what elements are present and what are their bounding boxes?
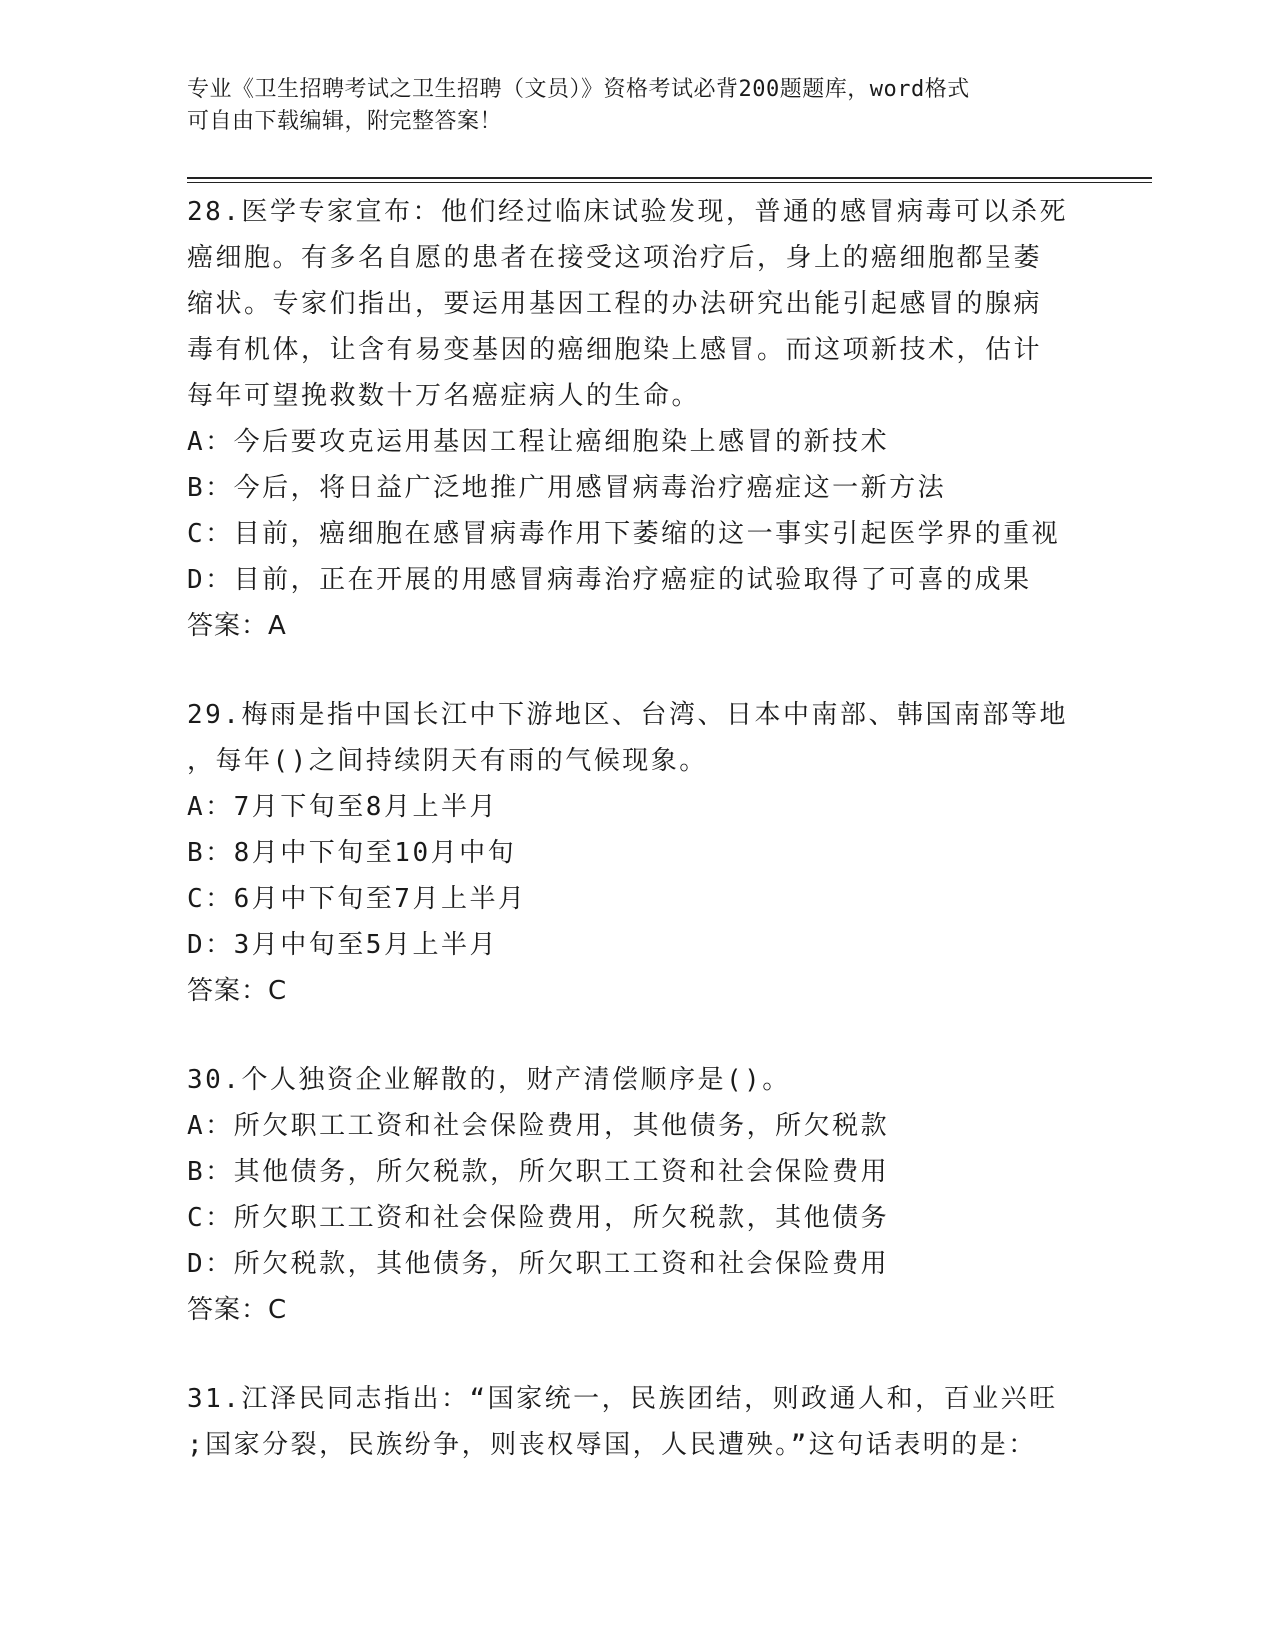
question-stem-line: 毒有机体，让含有易变基因的癌细胞染上感冒。而这项新技术，估计 [187, 335, 1043, 365]
option-b: B：今后，将日益广泛地推广用感冒病毒治疗癌症这一新方法 [187, 473, 947, 503]
question-spacer [187, 1333, 1087, 1376]
question-stem-line: 每年可望挽救数十万名癌症病人的生命。 [187, 381, 701, 411]
question-stem-line: 癌细胞。有多名自愿的患者在接受这项治疗后，身上的癌细胞都呈萎 [187, 243, 1043, 273]
option-d: D：所欠税款，其他债务，所欠职工工资和社会保险费用 [187, 1249, 890, 1279]
question-stem-line: 29.梅雨是指中国长江中下游地区、台湾、日本中南部、韩国南部等地 [187, 700, 1068, 730]
option-d: D：3月中旬至5月上半月 [187, 930, 498, 960]
answer-line: 答案：C [187, 1295, 288, 1325]
question-31 [187, 1376, 1087, 1468]
document-header [187, 74, 1087, 138]
question-stem-line: 缩状。专家们指出，要运用基因工程的办法研究出能引起感冒的腺病 [187, 289, 1043, 319]
question-spacer [187, 649, 1087, 692]
option-c: C：目前，癌细胞在感冒病毒作用下萎缩的这一事实引起医学界的重视 [187, 519, 1061, 549]
option-d: D：目前，正在开展的用感冒病毒治疗癌症的试验取得了可喜的成果 [187, 565, 1032, 595]
option-a: A：所欠职工工资和社会保险费用，其他债务，所欠税款 [187, 1111, 890, 1141]
question-stem-line: 31.江泽民同志指出：“国家统一，民族团结，则政通人和，百业兴旺 [187, 1384, 1058, 1414]
question-stem-line: ;国家分裂，民族纷争，则丧权辱国，人民遭殃。”这句话表明的是： [187, 1430, 1037, 1460]
option-a: A：7月下旬至8月上半月 [187, 792, 498, 822]
question-stem-line: ，每年()之间持续阴天有雨的气候现象。 [187, 746, 708, 776]
option-c: C：所欠职工工资和社会保险费用，所欠税款，其他债务 [187, 1203, 890, 1233]
header-line-1: 专业《卫生招聘考试之卫生招聘（文员）》资格考试必背200题题库，word格式 [187, 77, 970, 102]
header-line-2: 可自由下载编辑，附完整答案！ [187, 109, 503, 134]
question-list [187, 189, 1087, 1468]
question-spacer [187, 1014, 1087, 1057]
answer-line: 答案：A [187, 611, 287, 641]
question-29 [187, 692, 1087, 1014]
question-30 [187, 1057, 1087, 1333]
question-28 [187, 189, 1087, 649]
question-stem-line: 28.医学专家宣布：他们经过临床试验发现，普通的感冒病毒可以杀死 [187, 197, 1068, 227]
header-divider-thin [187, 182, 1152, 183]
option-a: A：今后要攻克运用基因工程让癌细胞染上感冒的新技术 [187, 427, 890, 457]
option-c: C：6月中下旬至7月上半月 [187, 884, 527, 914]
option-b: B：其他债务，所欠税款，所欠职工工资和社会保险费用 [187, 1157, 890, 1187]
answer-line: 答案：C [187, 976, 288, 1006]
question-stem-line: 30.个人独资企业解散的，财产清偿顺序是()。 [187, 1065, 791, 1095]
option-b: B：8月中下旬至10月中旬 [187, 838, 517, 868]
header-divider-thick [187, 177, 1152, 179]
